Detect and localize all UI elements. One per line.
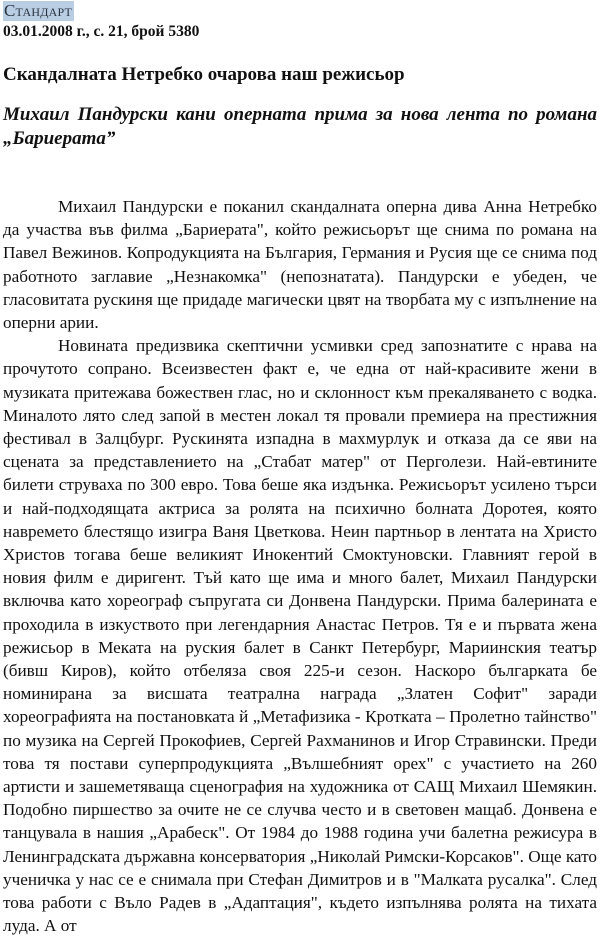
article-paragraph: Михаил Пандурски е поканил скандалната оперна дива Анна Нетребко да участва във филма „Бариерата", който режисьорът ще снима по романа на Павел Вежинов. Копродукцията на България, Германия и Русия ще се снима под работното заглавие „Незнакомка" (непознатата). Пандурски е убеден, че гласовитата рускиня ще придаде магически цвят на творбата му с изпълнение на оперни арии. <box>3 197 597 333</box>
article-subtitle: Михаил Пандурски кани оперната прима за нова лента по романа „Бариерата” <box>3 104 597 149</box>
article-body <box>3 195 597 938</box>
document-page <box>3 0 597 938</box>
article-headline: Скандалната Нетребко очарова наш режисьор <box>3 64 405 85</box>
article-paragraph: Новината предизвика скептични усмивки сред запознатите с нрава на прочутото сопрано. Всеизвестен факт е, че една от най-красивите жени в музиката притежава божествен глас, но и склонност към прекаляването с водка. Миналото лято след запой в местен локал тя провали премиера на престижния фестивал в Залцбург. Рускинята изпадна в махмурлук и отказа да се яви на сцената за представлението на „Стабат матер" от Перголези. Най-евтините билети струваха по 300 евро. Това беше яка издънка. Режисьорът усилено търси и най-подходящата актриса за ролята на психично болната Доротея, която навремето блестящо изигра Ваня Цветкова. Неин партньор в лентата на Христо Христов тогава беше великият Инокентий Смоктуновски. Главният герой в новия филм е диригент. Тъй като ще има и много балет, Михаил Пандурски включва като хореограф съпругата си Донвена Пандурски. Прима балерината е проходила в изкуството при легендарния Анастас Петров. Тя е и първата жена режисьор в Меката на руския балет в Санкт Петербург, Мариинския театър (бивш Киров), който отбеляза своя 225-и сезон. Наскоро българката бе номинирана за висшата театрална награда „Златен Софит" заради хореографията на постановката й „Метафизика - Кротката – Пролетно тайнство" по музика на Сергей Прокофиев, Сергей Рахманинов и Игор Стравински. Преди това тя постави суперпродукцията „Вълшебният орех" с участието на 260 артисти и зашеметяваща сценография на художника от САЩ Михаил Шемякин. Подобно пиршество за очите не се случва често и в световен мащаб. Донвена е танцувала в нашия „Арабеск". От 1984 до 1988 година учи балетна режисура в Ленинградската държавна консерватория „Николай Римски-Корсаков". Още като ученичка у нас се е снимала при Стефан Димитров и в "Малката русалка". След това работи с Въло Радев в „Адаптация", където изпълнява ролята на тихата луда. А от <box>3 336 597 936</box>
document-header <box>3 0 597 42</box>
publication-meta: 03.01.2008 г., с. 21, брой 5380 <box>3 23 200 40</box>
publication-name: Стандарт <box>4 1 73 20</box>
